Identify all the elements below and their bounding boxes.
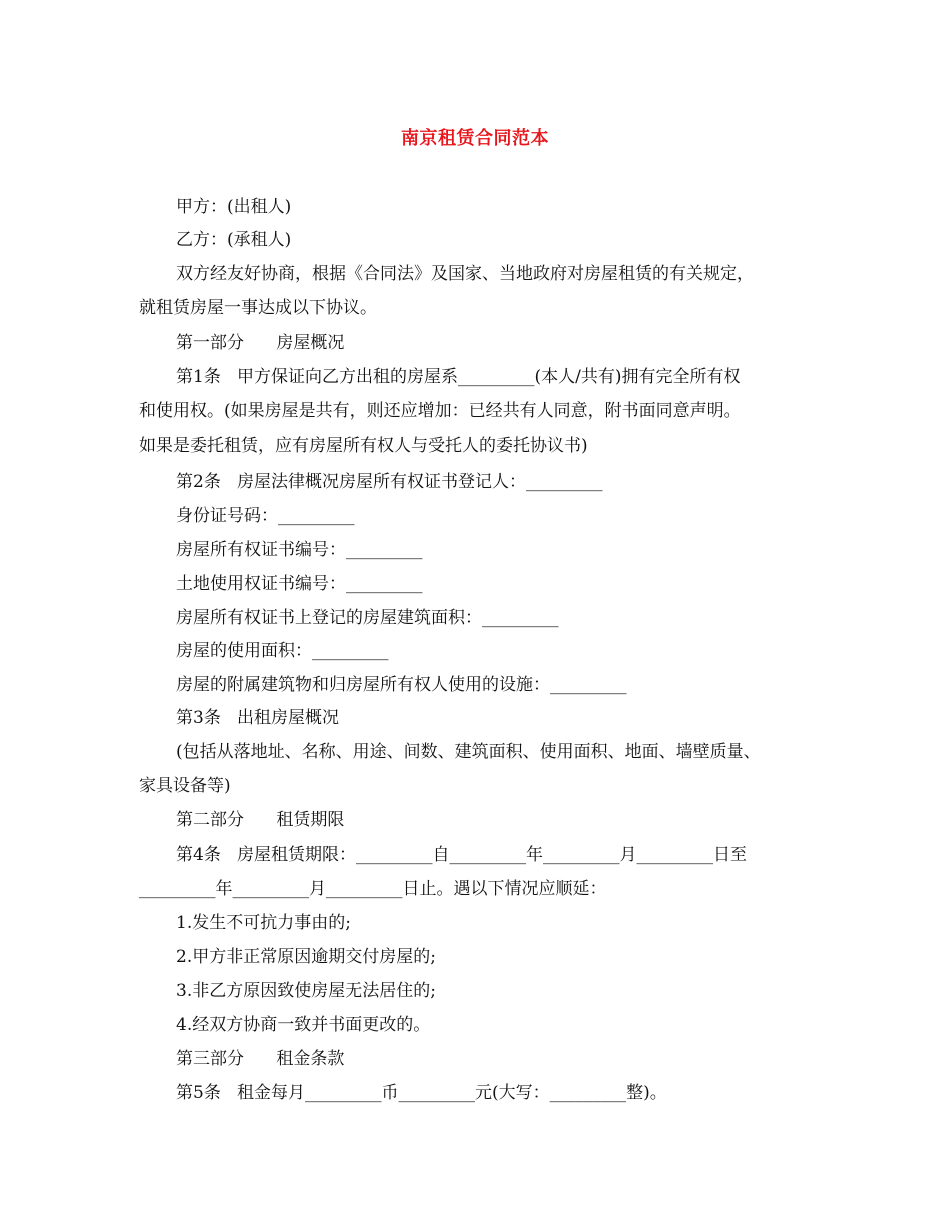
- part-three-heading: 第三部分 租金条款: [176, 1049, 345, 1069]
- article-4-continuation: _________年_________月_________日止。遇以下情况应顺延：: [139, 879, 607, 899]
- article-3-line: 第3条 出租房屋概况: [176, 708, 340, 728]
- id-number-line: 身份证号码：_________: [176, 506, 355, 526]
- preamble-continuation: 就租赁房屋一事达成以下协议。: [139, 298, 377, 318]
- document-title: 南京租赁合同范本: [401, 128, 549, 149]
- article-2-line: 第2条 房屋法律概况房屋所有权证书登记人：_________: [176, 472, 603, 492]
- article-5-line: 第5条 租金每月_________币_________元(大写：_________整)。: [176, 1083, 667, 1103]
- article-3-continuation: 家具设备等): [139, 776, 231, 796]
- ownership-cert-line: 房屋所有权证书编号：_________: [176, 540, 423, 560]
- part-one-heading: 第一部分 房屋概况: [176, 333, 345, 353]
- party-b-line: 乙方：(承租人): [176, 230, 292, 250]
- article-3-detail: (包括从落地址、名称、用途、间数、建筑面积、使用面积、地面、墙壁质量、: [176, 742, 761, 762]
- article-1-continuation: 和使用权。(如果房屋是共有，则还应增加：已经共有人同意，附书面同意声明。: [139, 401, 741, 421]
- list-item-4: 4.经双方协商一致并书面更改的。: [176, 1015, 431, 1035]
- usable-area-line: 房屋的使用面积：_________: [176, 641, 389, 661]
- building-area-line: 房屋所有权证书上登记的房屋建筑面积：_________: [176, 608, 559, 628]
- list-item-2: 2.甲方非正常原因逾期交付房屋的;: [176, 947, 436, 967]
- article-4-line: 第4条 房屋租赁期限：_________自_________年_________月_________日至: [176, 845, 748, 865]
- article-1-line: 第1条 甲方保证向乙方出租的房屋系_________(本人/共有)拥有完全所有权: [176, 367, 741, 387]
- list-item-3: 3.非乙方原因致使房屋无法居住的;: [176, 981, 436, 1001]
- land-cert-line: 土地使用权证书编号：_________: [176, 574, 423, 594]
- part-two-heading: 第二部分 租赁期限: [176, 810, 345, 830]
- article-1-continuation-2: 如果是委托租赁，应有房屋所有权人与受托人的委托协议书): [139, 436, 588, 456]
- party-a-line: 甲方：(出租人): [176, 197, 292, 217]
- list-item-1: 1.发生不可抗力事由的;: [176, 913, 351, 933]
- facilities-line: 房屋的附属建筑物和归房屋所有权人使用的设施：_________: [176, 675, 627, 695]
- preamble-line: 双方经友好协商，根据《合同法》及国家、当地政府对房屋租赁的有关规定，: [176, 264, 754, 284]
